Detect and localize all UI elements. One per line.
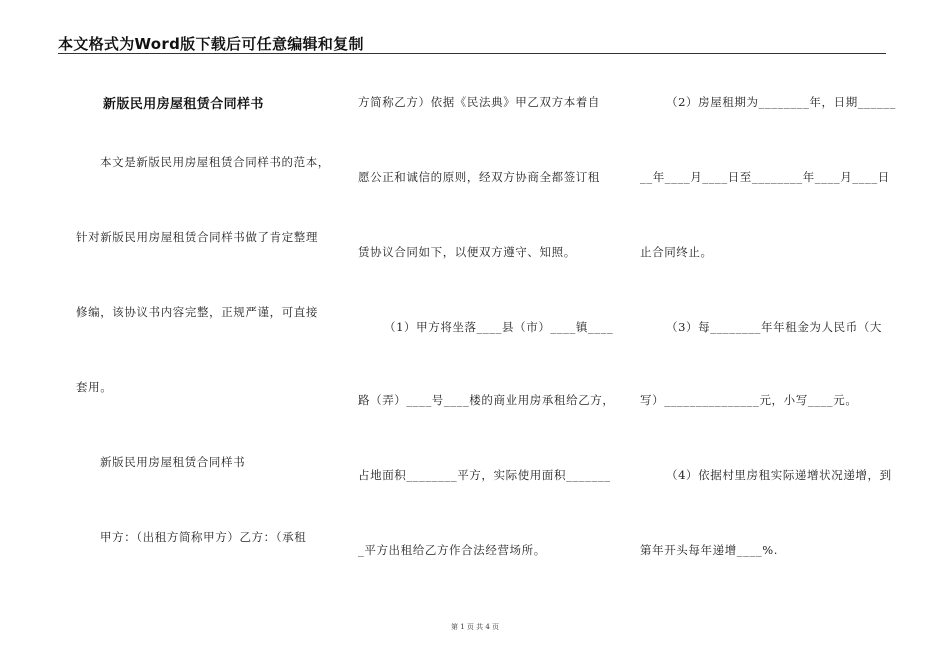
paragraph-line: _平方出租给乙方作合法经营场所。 — [358, 543, 546, 557]
paragraph-line: 写）_______________元，小写____元。 — [640, 393, 858, 407]
paragraph-line: （2）房屋租期为________年，日期______ — [666, 95, 896, 109]
paragraph-line: （4）依据村里房租实际递增状况递增，到 — [666, 468, 892, 482]
paragraph-line: 止合同终止。 — [640, 245, 713, 259]
paragraph-line: 方简称乙方）依据《民法典》甲乙双方本着自 — [358, 95, 600, 109]
paragraph-line: 占地面积________平方，实际使用面积_______ — [358, 468, 611, 482]
document-title: 新版民用房屋租赁合同样书 — [103, 97, 264, 112]
paragraph-line: 愿公正和诚信的原则，经双方协商全都签订租 — [358, 170, 600, 184]
paragraph-line: 修编，该协议书内容完整，正规严谨，可直接 — [76, 305, 318, 319]
column-2 — [358, 0, 615, 672]
section-heading: 新版民用房屋租赁合同样书 — [100, 455, 246, 469]
paragraph-line: （3）每________年年租金为人民币（大 — [666, 320, 883, 334]
column-3 — [640, 0, 896, 672]
page-number: 第 1 页 共 4 页 — [450, 623, 500, 631]
paragraph-line: 第年开头每年递增____%. — [640, 543, 778, 557]
column-1 — [76, 0, 336, 672]
paragraph-line: 甲方：（出租方简称甲方）乙方：（承租 — [100, 530, 307, 544]
paragraph-line: 本文是新版民用房屋租赁合同样书的范本， — [100, 155, 330, 169]
paragraph-line: 套用。 — [76, 380, 113, 394]
paragraph-line: 赁协议合同如下，以便双方遵守、知照。 — [358, 245, 576, 259]
paragraph-line: __年____月____日至________年____月____日 — [640, 170, 890, 184]
paragraph-line: 针对新版民用房屋租赁合同样书做了肯定整理 — [76, 230, 318, 244]
document-header: 本文格式为Word版下载后可任意编辑和复制 — [58, 35, 364, 53]
paragraph-line: 路（弄）____号____楼的商业用房承租给乙方， — [358, 393, 615, 407]
paragraph-line: （1）甲方将坐落____县（市）____镇____ — [384, 320, 614, 334]
